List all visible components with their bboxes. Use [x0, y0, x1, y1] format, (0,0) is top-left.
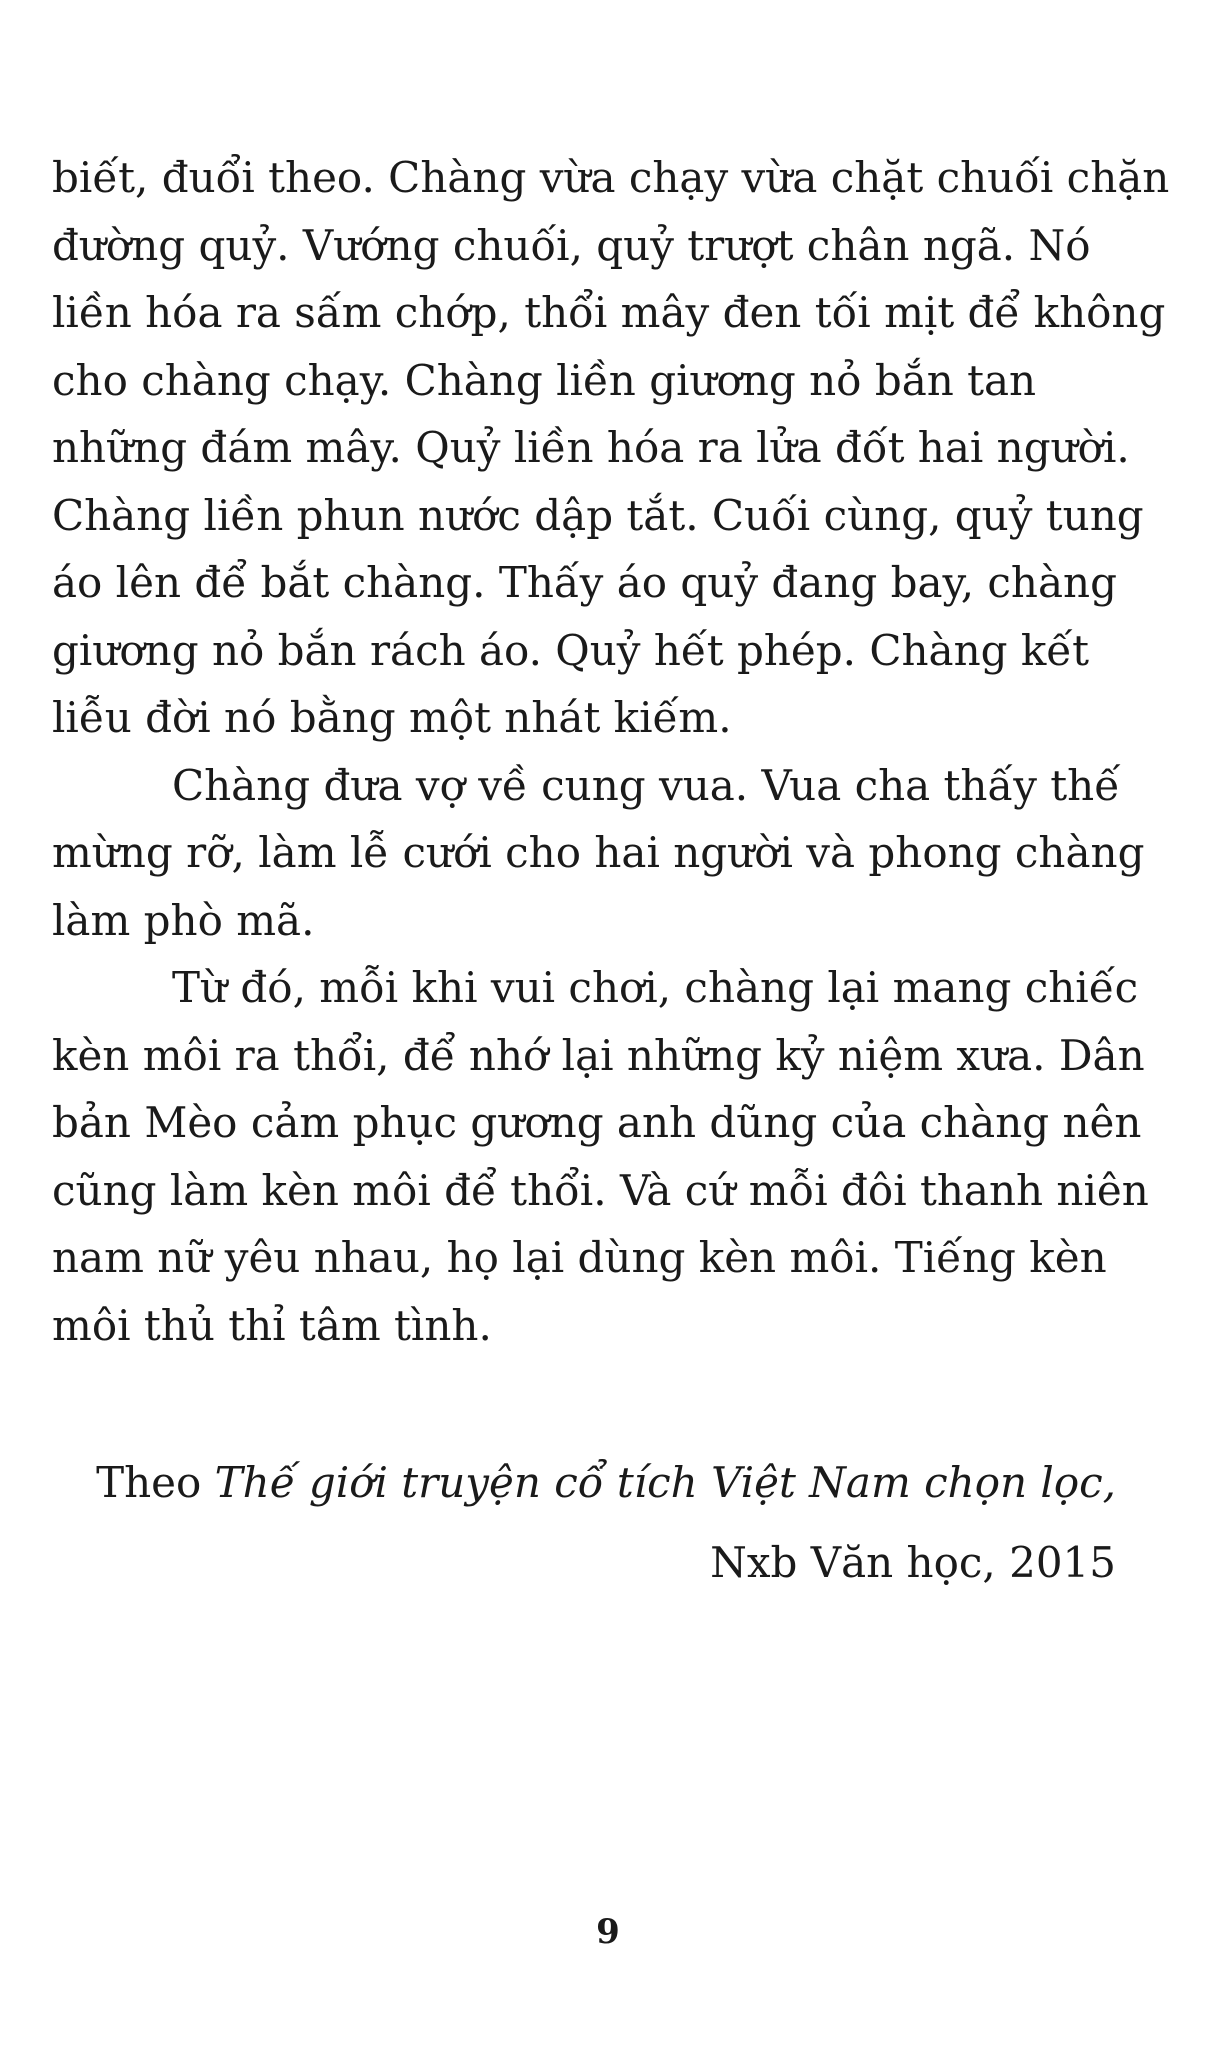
text-line: cho chàng chạy. Chàng liền giương nỏ bắn tan	[52, 355, 1037, 405]
citation-title: Thế giới truyện cổ tích Việt Nam chọn lọc,	[214, 1458, 1116, 1507]
paragraph	[52, 752, 1145, 955]
text-line: làm phò mã.	[52, 895, 315, 945]
text-line: Chàng liền phun nước dập tắt. Cuối cùng, quỷ tung	[52, 490, 1144, 540]
paragraph	[52, 144, 1170, 752]
citation-publisher: Nxb Văn học, 2015	[710, 1538, 1116, 1587]
text-line: bản Mèo cảm phục gương anh dũng của chàng nên	[52, 1098, 1142, 1147]
text-line: liền hóa ra sấm chớp, thổi mây đen tối mịt để không	[52, 288, 1166, 337]
text-line: kèn môi ra thổi, để nhớ lại những kỷ niệm xưa. Dân	[52, 1030, 1145, 1080]
text-line: Chàng đưa vợ về cung vua. Vua cha thấy thế	[172, 760, 1121, 810]
citation-prefix: Theo	[96, 1458, 215, 1507]
text-line: mừng rỡ, làm lễ cưới cho hai người và phong chàng	[52, 828, 1145, 877]
paragraph	[52, 954, 1149, 1359]
source-citation	[96, 1443, 1116, 1603]
text-line: những đám mây. Quỷ liền hóa ra lửa đốt hai người.	[52, 423, 1130, 472]
text-line: giương nỏ bắn rách áo. Quỷ hết phép. Chàng kết	[52, 625, 1090, 675]
citation-line-1	[96, 1443, 1116, 1523]
text-line: đường quỷ. Vướng chuối, quỷ trượt chân ngã. Nó	[52, 220, 1091, 270]
page-number: 9	[596, 1912, 620, 1952]
text-line: Từ đó, mỗi khi vui chơi, chàng lại mang chiếc	[172, 963, 1139, 1012]
text-line: biết, đuổi theo. Chàng vừa chạy vừa chặt chuối chặn	[52, 153, 1170, 202]
text-line: môi thủ thỉ tâm tình.	[52, 1300, 492, 1350]
text-line: cũng làm kèn môi để thổi. Và cứ mỗi đôi thanh niên	[52, 1165, 1149, 1215]
text-line: liễu đời nó bằng một nhát kiếm.	[52, 693, 732, 742]
story-text	[52, 144, 1170, 1359]
text-line: áo lên để bắt chàng. Thấy áo quỷ đang bay, chàng	[52, 558, 1117, 607]
text-line: nam nữ yêu nhau, họ lại dùng kèn môi. Tiếng kèn	[52, 1233, 1107, 1282]
